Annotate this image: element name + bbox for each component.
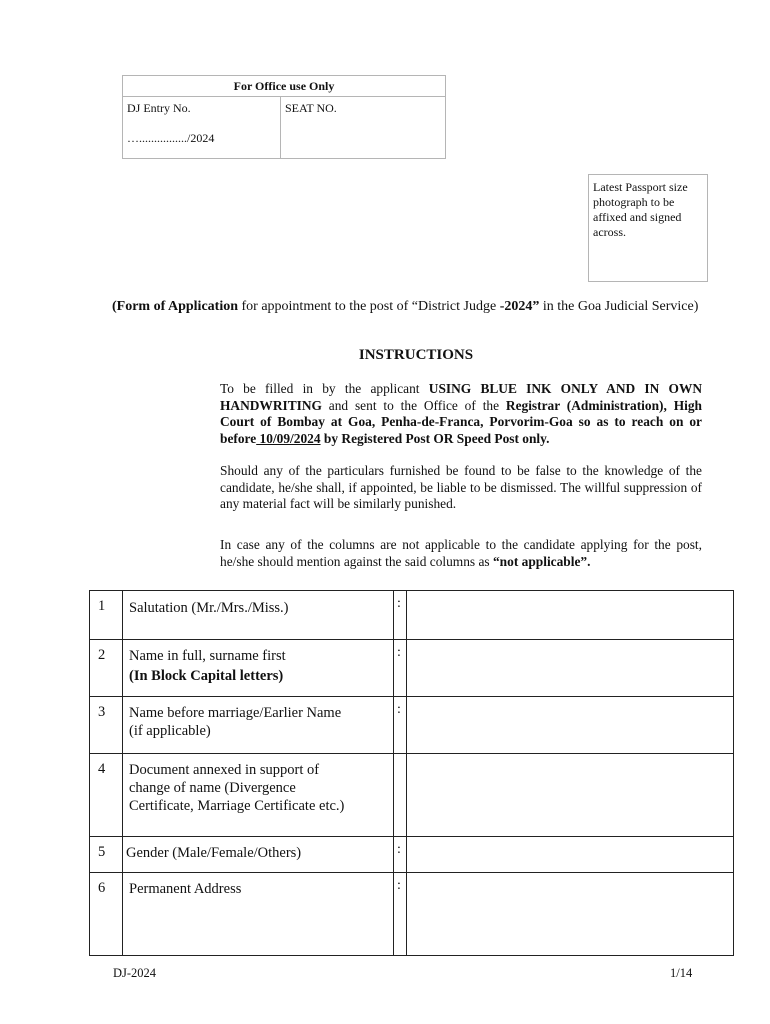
passport-photo-box: [588, 174, 708, 282]
row-colon: :: [397, 878, 401, 893]
name-change-document-label-2: change of name (Divergence: [129, 780, 296, 796]
photo-box-text: Latest Passport size photograph to be affixed and signed across.: [593, 180, 688, 239]
p1-part-f: by Registered Post OR Speed Post only.: [320, 430, 550, 446]
earlier-name-input-area[interactable]: [407, 697, 733, 753]
office-use-divider: [280, 97, 281, 159]
p1-deadline-date: 10/09/2024: [256, 430, 321, 446]
row-colon: :: [397, 596, 401, 611]
seat-no-label: SEAT NO.: [285, 101, 337, 115]
full-name-sublabel: (In Block Capital letters): [129, 668, 284, 684]
instruction-paragraph-1: [220, 381, 702, 447]
row-number: 1: [98, 598, 106, 614]
earlier-name-sublabel: (if applicable): [129, 723, 211, 739]
table-right-border: [733, 590, 734, 956]
table-left-border: [89, 590, 90, 956]
form-heading-lead: (Form of Application: [112, 299, 238, 314]
office-use-title: For Office use Only: [123, 76, 445, 97]
row-colon: :: [397, 645, 401, 660]
salutation-input-area[interactable]: [407, 591, 733, 639]
full-name-input-area[interactable]: [407, 640, 733, 696]
page-number: 1/14: [670, 966, 693, 980]
name-change-document-input-area[interactable]: [407, 754, 733, 836]
salutation-label: Salutation (Mr./Mrs./Miss.): [129, 600, 289, 616]
footer-form-code: DJ-2024: [113, 966, 157, 980]
form-heading-end: in the Goa Judicial Service): [539, 299, 699, 314]
p1-part-c: and sent to the Office of the: [321, 397, 506, 413]
office-use-box: [122, 75, 446, 159]
instruction-paragraph-3: [220, 537, 702, 570]
row-number: 6: [98, 880, 106, 896]
form-heading-post: -2024”: [499, 299, 540, 314]
gender-input-area[interactable]: [407, 837, 733, 872]
form-heading: [112, 298, 718, 315]
row-colon: :: [397, 702, 401, 717]
instructions-title: INSTRUCTIONS: [358, 347, 474, 363]
row-number: 4: [98, 761, 106, 777]
row-number: 5: [98, 844, 106, 860]
dj-entry-label: DJ Entry No.: [127, 101, 191, 115]
row-number: 2: [98, 647, 106, 663]
row-colon: :: [397, 842, 401, 857]
row-number: 3: [98, 704, 106, 720]
earlier-name-label: Name before marriage/Earlier Name: [129, 705, 342, 721]
name-change-document-label: Document annexed in support of: [129, 762, 320, 778]
permanent-address-label: Permanent Address: [129, 881, 242, 897]
table-bottom-border: [89, 955, 734, 956]
dj-entry-value: …................/2024: [127, 131, 215, 145]
p1-part-a: To be filled in by the applicant: [220, 381, 429, 396]
p1-part-d: Registrar (Administration), High Court of Bombay at Goa, Penha-de-Franca, Porvorim-Goa so as to reach on or before: [220, 397, 702, 446]
p1-part-b: USING BLUE INK ONLY AND IN OWN HANDWRITING: [220, 381, 702, 413]
full-name-label: Name in full, surname first: [129, 648, 286, 664]
applicant-details-table: [89, 590, 734, 956]
permanent-address-input-area[interactable]: [407, 873, 733, 955]
p3-not-applicable: “not applicable”.: [492, 553, 591, 569]
form-heading-mid: for appointment to the post of “District Judge: [238, 299, 500, 314]
num-column-divider: [122, 590, 123, 956]
instruction-paragraph-2: Should any of the particulars furnished be found to be false to the knowledge of the candidate, he/she shall, if appointed, be liable to be dismissed. The willful suppression of any material fact will be similarly punished.: [220, 463, 702, 511]
label-column-divider: [393, 590, 394, 956]
gender-label: Gender (Male/Female/Others): [126, 845, 302, 861]
p3-part-a: In case any of the columns are not applicable to the candidate applying for the post, he/she should mention against the said columns as: [220, 537, 702, 569]
name-change-document-label-3: Certificate, Marriage Certificate etc.): [129, 798, 345, 814]
